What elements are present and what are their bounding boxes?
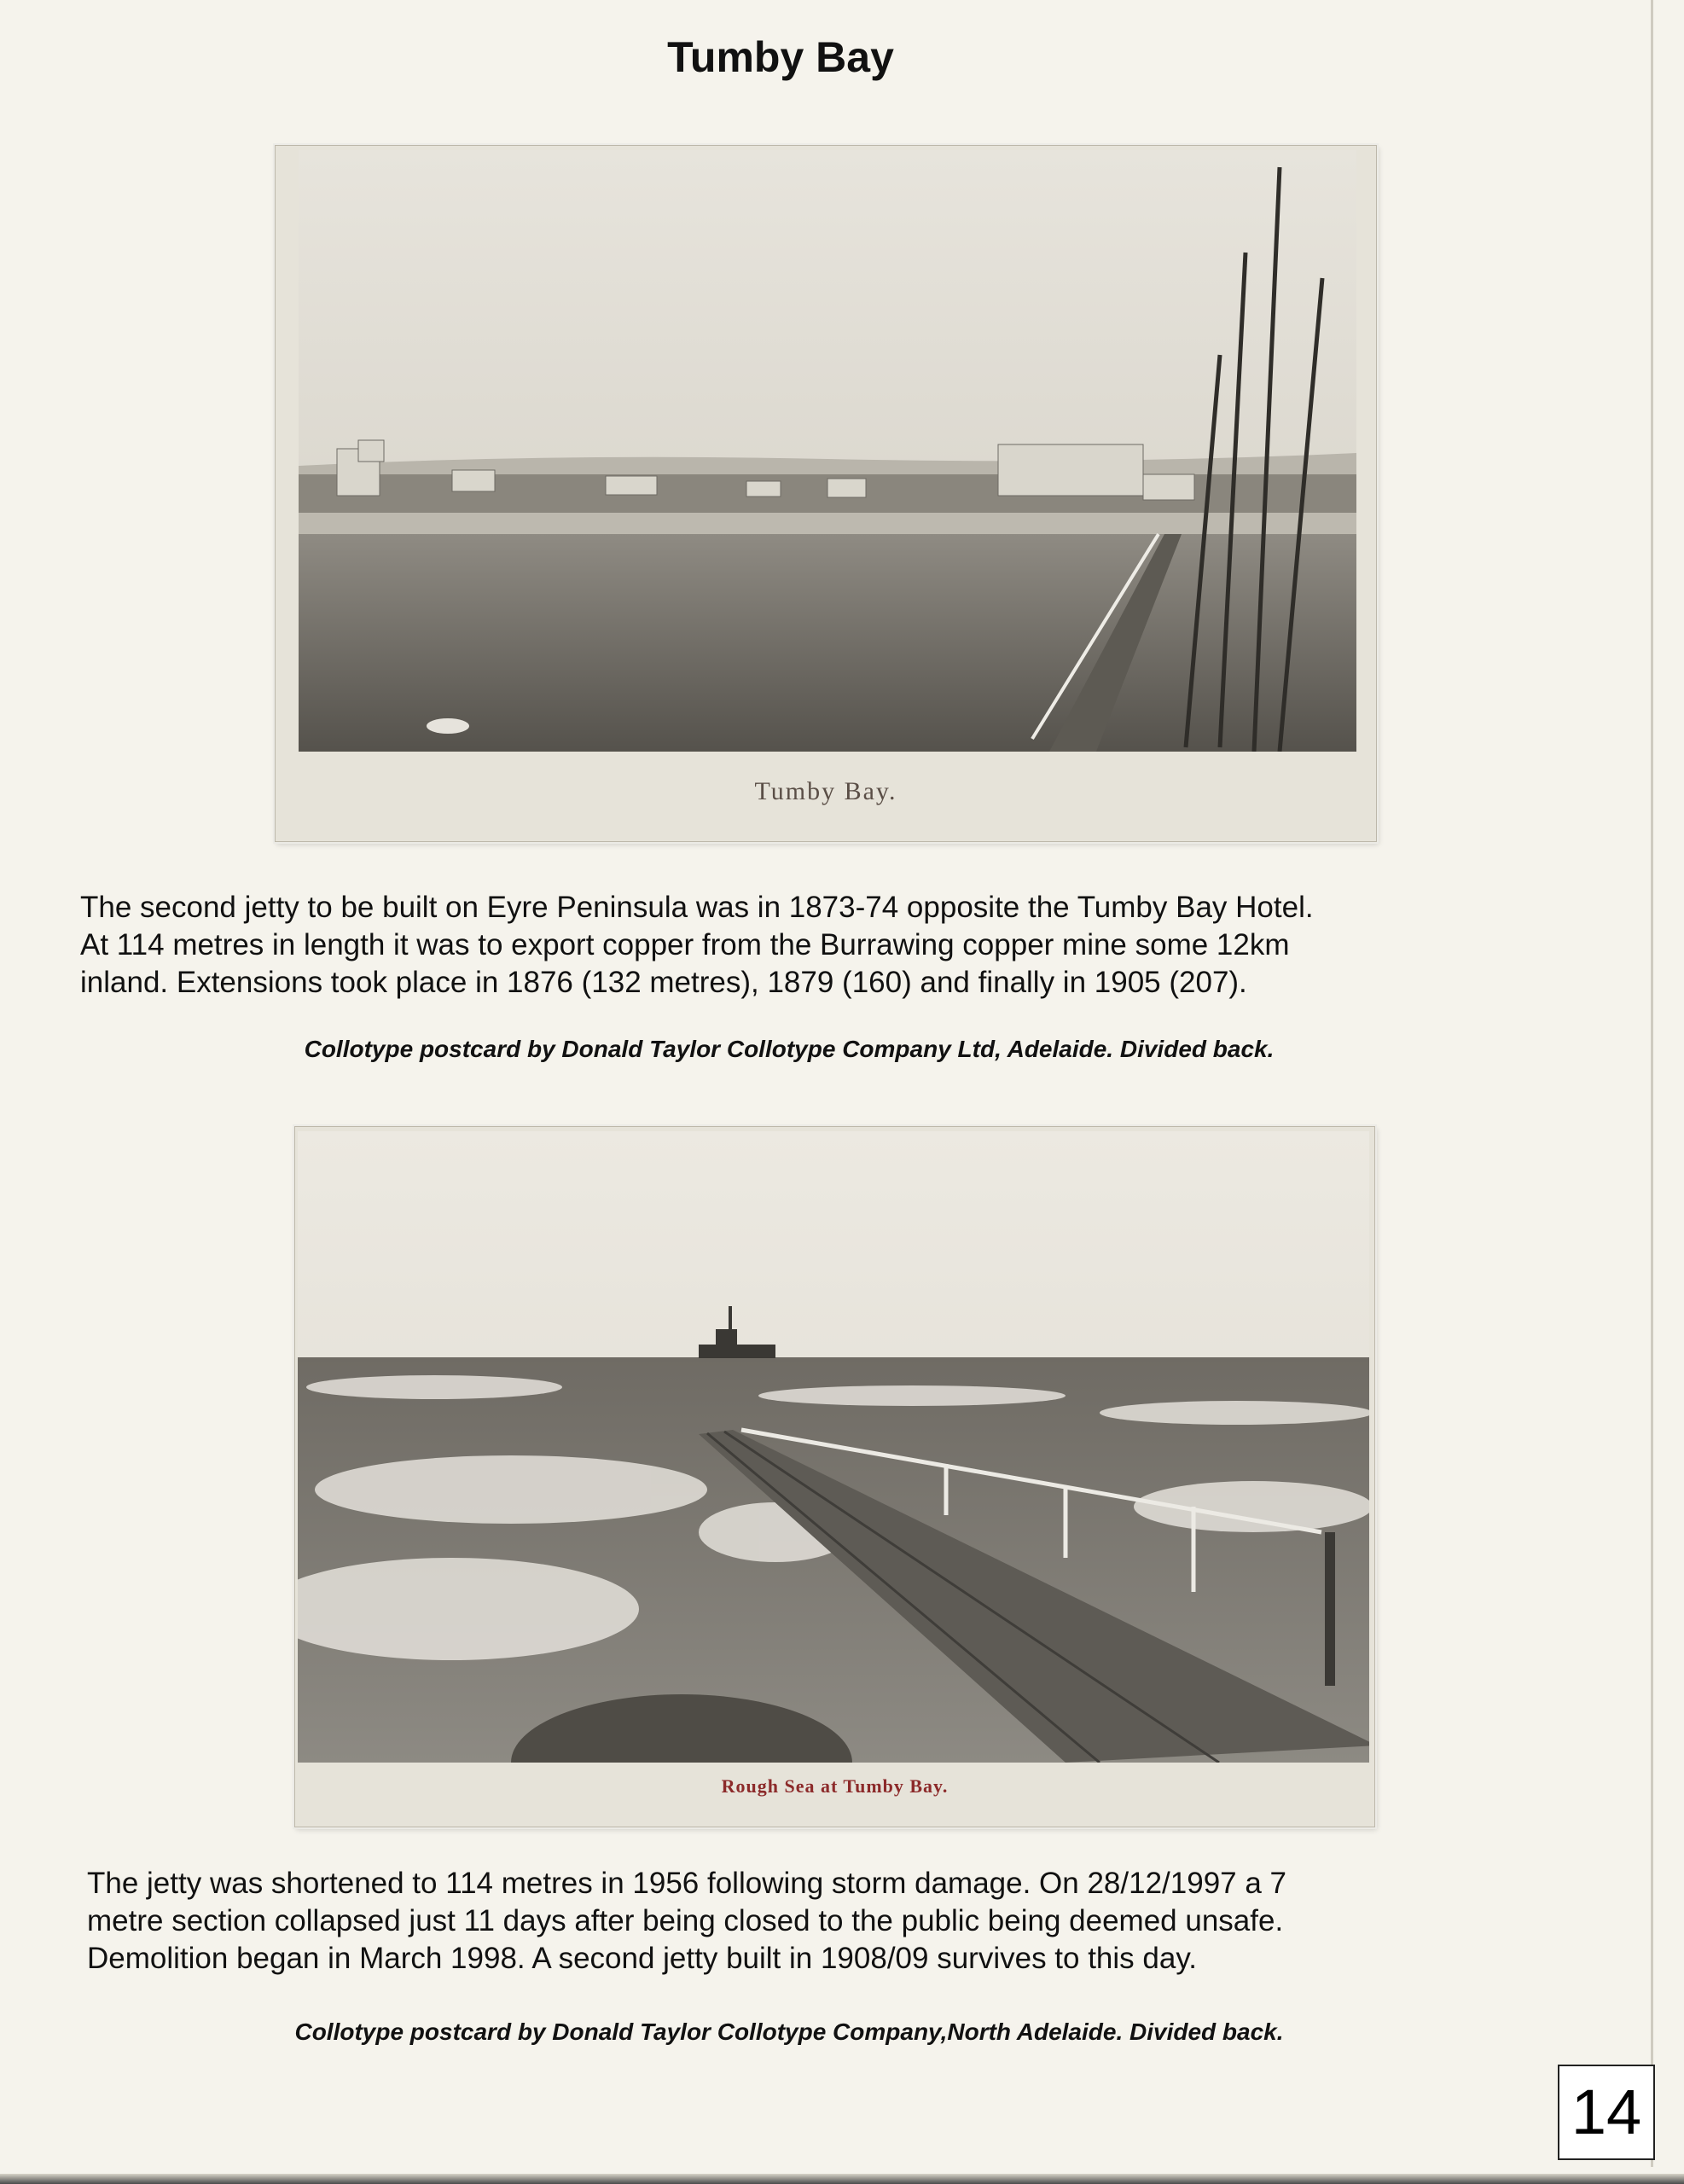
postcard-printed-caption: Tumby Bay.	[754, 777, 897, 805]
description-line: Demolition began in March 1998. A second jetty built in 1908/09 survives to this day.	[87, 1942, 1197, 1975]
page-edge	[1651, 0, 1653, 2167]
postcard-credit: Collotype postcard by Donald Taylor Collotype Company,North Adelaide. Divided back.	[294, 2018, 1284, 2045]
description-line: metre section collapsed just 11 days after being closed to the public being deemed unsafe.	[87, 1904, 1284, 1937]
postcard-photo-rough-sea	[298, 1131, 1369, 1763]
postcard-description	[80, 889, 1582, 1002]
postcard-photo-jetty-town	[299, 150, 1356, 752]
postcard-printed-caption: Rough Sea at Tumby Bay.	[721, 1775, 949, 1797]
description-line: The jetty was shortened to 114 metres in 1956 following storm damage. On 28/12/1997 a 7	[87, 1867, 1287, 1900]
description-line: At 114 metres in length it was to export copper from the Burrawing copper mine some 12km	[80, 928, 1290, 961]
description-line: The second jetty to be built on Eyre Peninsula was in 1873-74 opposite the Tumby Bay Hotel.	[80, 891, 1314, 924]
postcard-credit: Collotype postcard by Donald Taylor Collotype Company Ltd, Adelaide. Divided back.	[304, 1036, 1275, 1062]
postcard-description	[87, 1865, 1588, 1978]
page-bottom-edge	[0, 2174, 1684, 2184]
description-line: inland. Extensions took place in 1876 (132 metres), 1879 (160) and finally in 1905 (207).	[80, 966, 1247, 999]
postcard-tumby-bay	[275, 145, 1377, 842]
postcard-rough-sea	[294, 1126, 1375, 1827]
page-title: Tumby Bay	[667, 33, 894, 81]
page-number-box: 14	[1558, 2065, 1655, 2160]
